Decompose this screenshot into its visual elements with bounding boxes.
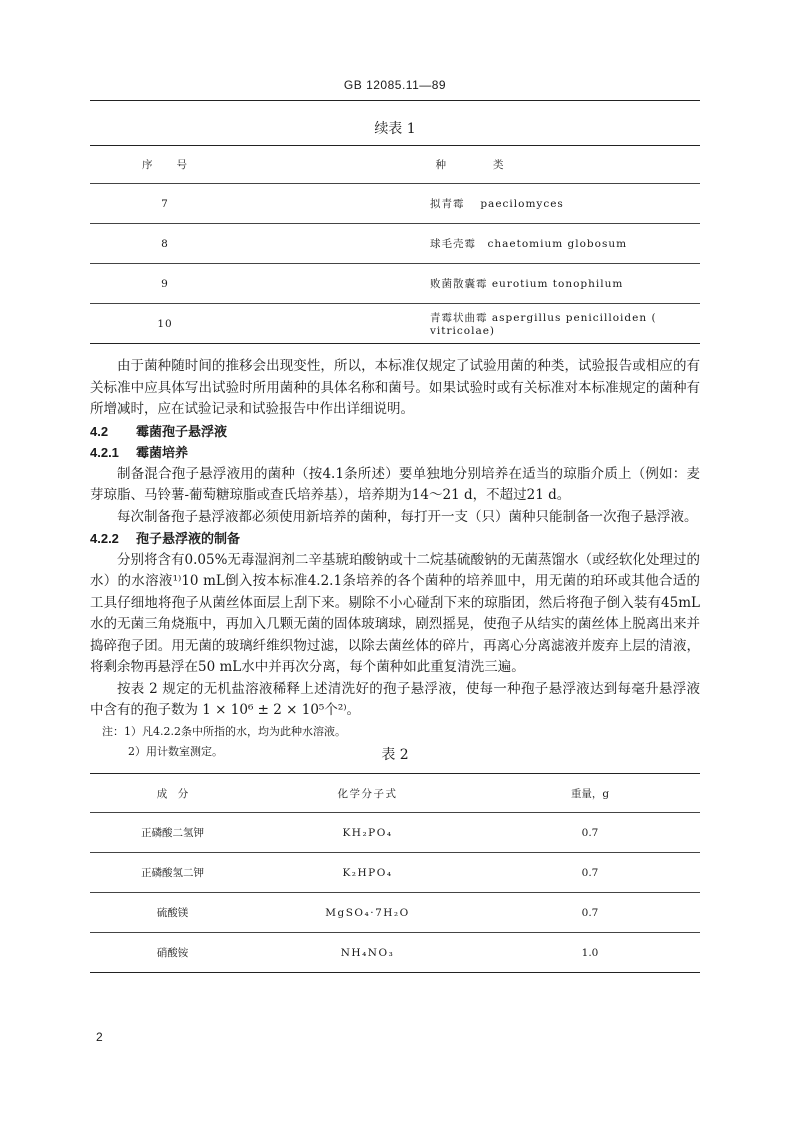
table-row xyxy=(90,933,700,973)
table-row xyxy=(90,813,700,853)
table2-cell-component: 硫酸镁 xyxy=(90,893,255,933)
table2-cell-weight: 0.7 xyxy=(480,893,700,933)
table1-caption: 续表 1 xyxy=(374,121,416,137)
table2-cell-weight: 0.7 xyxy=(480,813,700,853)
species-table-continued xyxy=(90,145,700,344)
section-heading-4-2-2 xyxy=(90,528,700,550)
table-row xyxy=(90,853,700,893)
table1-cell-species: 拟青霉 paecilomyces xyxy=(240,184,700,224)
table-row xyxy=(90,224,700,264)
table1-cell-species: 球毛壳霉 chaetomium globosum xyxy=(240,224,700,264)
table1-header-number: 序 号 xyxy=(90,146,240,184)
section-number: 4.2.1 xyxy=(90,445,119,460)
section-number: 4.2.2 xyxy=(90,531,119,546)
paragraph-dilution: 按表 2 规定的无机盐溶液稀释上述清洗好的孢子悬浮液，使每一种孢子悬浮液达到每毫升悬浮液中含有的孢子数为 1 × 10⁶ ± 2 × 10⁵个²⁾。 xyxy=(90,680,700,718)
table2-cell-weight: 0.7 xyxy=(480,853,700,893)
standard-code-header: GB 12085.11—89 xyxy=(343,78,447,92)
table1-cell-species: 青霉状曲霉 aspergillus penicilloiden ( vitricolae) xyxy=(240,304,700,344)
table1-cell-number: 8 xyxy=(90,224,240,264)
table2-header-formula: 化学分子式 xyxy=(255,774,480,813)
paragraph-strain-variability: 由于菌种随时间的推移会出现变性，所以，本标准仅规定了试验用菌的种类，试验报告或相应的有关标准中应具体写出试验时所用菌种的具体名称和菌号。如果试验时或有关标准对本标准规定的菌种有所增减时，应在试验记录和试验报告中作出详细说明。 xyxy=(90,358,700,417)
table1-cell-number: 9 xyxy=(90,264,240,304)
paragraph-fresh-culture: 每次制备孢子悬浮液都必须使用新培养的菌种，每打开一支（只）菌种只能制备一次孢子悬浮液。 xyxy=(117,508,698,525)
table-row xyxy=(90,893,700,933)
table2-cell-formula: MgSO₄·7H₂O xyxy=(255,893,480,933)
table2-cell-weight: 1.0 xyxy=(480,933,700,973)
section-heading-4-2 xyxy=(90,421,700,443)
table2-cell-component: 正磷酸二氢钾 xyxy=(90,813,255,853)
section-heading-4-2-1 xyxy=(90,442,700,464)
table1-cell-species: 败菌散囊霉 eurotium tonophilum xyxy=(240,264,700,304)
table-row xyxy=(90,184,700,224)
table2-cell-formula: KH₂PO₄ xyxy=(255,813,480,853)
paragraph-suspension-preparation: 分别将含有0.05%无毒湿润剂二辛基琥珀酸钠或十二烷基硫酸钠的无菌蒸馏水（或经软化处理过的水）的水溶液¹⁾10 mL倒入按本标准4.2.1条培养的各个菌种的培养皿中，用无菌的珀环或其他合适的工具仔细地将孢子从菌丝体面层上刮下来。剔除不小心碰刮下来的琼脂团，然后将孢子倒入装有45mL水的无菌三角烧瓶中，再加入几颗无菌的固体玻璃球，剧烈摇晃，使孢子从结实的菌丝体上脱离出来并捣碎孢子团。用无菌的玻璃纤维织物过滤，以除去菌丝体的碎片，再离心分离滤液并废弃上层的清液，将剩余物再悬浮在50 mL水中并再次分离，每个菌种如此重复清洗三遍。 xyxy=(90,551,700,675)
table1-header-species: 种 类 xyxy=(240,146,700,184)
page-number: 2 xyxy=(96,1030,103,1044)
table2-cell-formula: NH₄NO₃ xyxy=(255,933,480,973)
table2-header-row xyxy=(90,774,700,813)
paragraph-culture: 制备混合孢子悬浮液用的菌种（按4.1条所述）要单独地分别培养在适当的琼脂介质上（例如：麦芽琼脂、马铃薯-葡萄糖琼脂或查氏培养基），培养期为14～21 d，不超过21 d。 xyxy=(90,465,700,503)
salt-solution-table xyxy=(90,773,700,973)
footnote-1: 注：1）凡4.2.2条中所指的水，均为此种水溶液。 xyxy=(102,724,346,738)
table-row xyxy=(90,304,700,344)
header-divider xyxy=(90,100,700,101)
table1-cell-number: 10 xyxy=(90,304,240,344)
table2-cell-formula: K₂HPO₄ xyxy=(255,853,480,893)
table2-cell-component: 硝酸铵 xyxy=(90,933,255,973)
table-row xyxy=(90,264,700,304)
section-title: 霉菌培养 xyxy=(136,445,189,460)
table2-cell-component: 正磷酸氢二钾 xyxy=(90,853,255,893)
table1-cell-number: 7 xyxy=(90,184,240,224)
section-title: 孢子悬浮液的制备 xyxy=(136,531,241,546)
table2-caption: 表 2 xyxy=(381,747,409,763)
table1-header-row xyxy=(90,146,700,184)
section-number: 4.2 xyxy=(90,423,109,439)
table2-header-weight: 重量，g xyxy=(480,774,700,813)
section-title: 霉菌孢子悬浮液 xyxy=(136,423,228,439)
footnote-2: 2）用计数室测定。 xyxy=(128,744,223,758)
table2-header-component: 成 分 xyxy=(90,774,255,813)
body-text xyxy=(90,356,700,762)
